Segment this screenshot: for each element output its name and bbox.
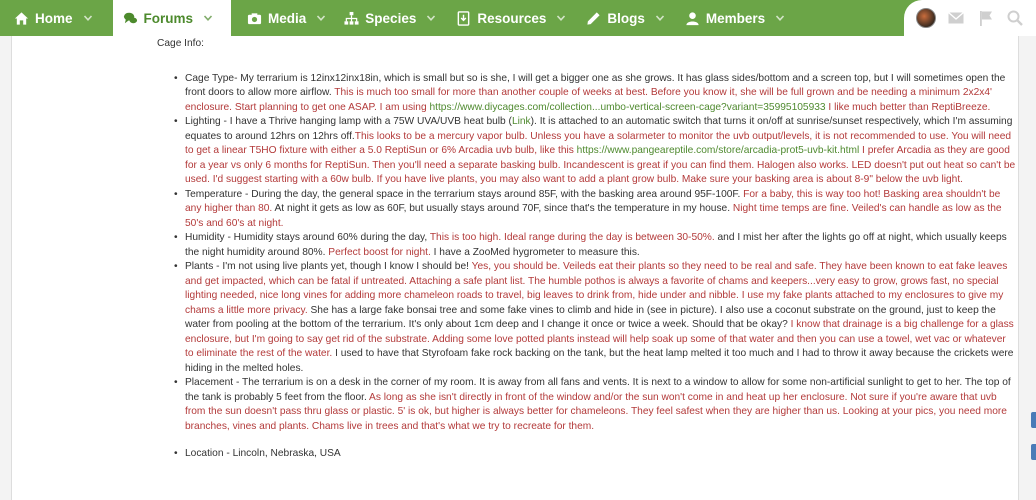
reply-text: This is much too small for more than another couple of weeks at best. Before you know it, she will be full grown and be needing a minimum 2x2x4' enclosure. Start planning to get one ASAP. I am using <box>185 87 992 113</box>
chevron-down-icon[interactable] <box>83 13 93 23</box>
nav-species[interactable] <box>334 0 444 36</box>
post-text: and I mist her after the lights go off at night, which usually keeps the night humidity around 80%. <box>185 232 1007 258</box>
scroll-marker[interactable] <box>1031 444 1036 460</box>
scroll-marker[interactable] <box>1031 412 1036 428</box>
top-navbar <box>0 0 1036 36</box>
reply-text: Yes, you should be. Veileds eat their plants so they need to be real and safe. They have been known to eat fake leaves and get impacted, which can be fatal if untreated. Attaching a safe plant list. The humble pothos is always a favorite of chams and keepers...very easy to grow, grows fast, no special lighting needed, nice long vines for adding more chameleon roads to travel, big leaves to drink from, hide under and nibble. I use my fake plants attached to my enclosures to give my chams a little more privacy. <box>185 261 1008 316</box>
reply-text: Perfect boost for night. <box>328 246 431 258</box>
post-text: Placement - The terrarium is on a desk in the corner of my room. It is away from all fans and vents. It is next to a window to allow for some non-artificial sunlight to get to her. The top of the tank is probably 5 feet from the floor. <box>185 377 1011 403</box>
post-text: At night it gets as low as 60F, but usually stays around 70F, since that's the temperature in my house. <box>272 203 733 214</box>
reply-text: Night time temps are fine. Veiled's can handle as low as the 50's and 60's at night. <box>185 203 1002 229</box>
pencil-icon <box>586 11 601 26</box>
chevron-down-icon[interactable] <box>655 13 665 23</box>
nav-home-label: Home <box>35 10 73 26</box>
nav-media-label: Media <box>268 10 307 26</box>
post-body <box>157 37 1017 462</box>
nav-media[interactable] <box>231 0 334 36</box>
reply-text: I like much better than ReptiBreeze. <box>825 101 991 113</box>
post-text: Humidity - Humidity stays around 60% during the day, <box>185 232 430 243</box>
nav-forums[interactable] <box>113 0 232 36</box>
comments-icon <box>123 11 138 26</box>
post-text: I used to have that Styrofoam fake rock backing on the tank, but the heat lamp melted it too much and I had to throw it away because the crickets were hiding in the melted holes. <box>185 348 1014 374</box>
post-text: I have a ZooMed hygrometer to measure this. <box>430 246 640 258</box>
post-text: Plants - I'm not using live plants yet, though I know I should be! <box>185 261 472 272</box>
post-text: Cage Type- My terrarium is 12inx12inx18in, which is small but so is she, I will get a bigger one as she grows. It has glass sides/bottom and a screen top, but I will sometimes open the front doors to allow more airflow. <box>185 72 1006 98</box>
nav-home[interactable] <box>0 0 101 36</box>
chevron-down-icon[interactable] <box>556 13 566 23</box>
cage-info-list <box>157 72 1017 462</box>
post-text: Temperature - During the day, the general space in the terrarium stays around 85F, with the basking area around 95F-100F. <box>185 188 744 200</box>
left-gutter <box>0 36 12 500</box>
chevron-down-icon[interactable] <box>426 13 436 23</box>
home-icon <box>14 11 29 26</box>
user-tools <box>904 0 1036 36</box>
sitemap-icon <box>344 11 359 26</box>
post-text: Lighting - I have a Thrive hanging lamp with a 75W UVA/UVB heat bulb ( <box>185 116 512 127</box>
post-text: She has a large fake bonsai tree and some fake vines to climb and hide in (see in picture). I also use a coconut substrate on the ground, just to keep the water from pooling at the bottom of the terrarium. It's only about 1cm deep and I change it once or twice a week. Should that be okay? <box>185 304 996 330</box>
nav-forums-label: Forums <box>143 10 194 26</box>
camera-icon <box>247 11 262 26</box>
list-item <box>157 260 1017 376</box>
reply-text: I prefer Arcadia as they are good for a year vs only 6 months for ReptiSun. Then you'll need a separate basking bulb. Incandescent is great if you can find them. Halogen also works. LED doesn't put out heat so can't be used. I'd suggest starting with a 60w bulb. If you have live plants, you may also want to add a plant grow bulb. Make sure your basking area is about 8-9" below the uvb light. <box>185 145 1016 185</box>
chevron-down-icon[interactable] <box>316 13 326 23</box>
list-item <box>157 376 1017 434</box>
chevron-down-icon[interactable] <box>203 13 213 23</box>
section-title: Cage Info: <box>157 38 205 49</box>
reply-text: This looks to be a mercury vapor bulb. Unless you have a solarmeter to monitor the uvb output/levels, it is not recommended to use. You will need to get a linear T5HO fixture with either a 5.0 ReptiSun or 6% Arcadia uvb bulb, like this <box>185 130 1012 156</box>
list-item <box>157 115 1017 188</box>
flag-icon[interactable] <box>977 9 995 27</box>
list-item <box>157 72 1017 116</box>
list-item <box>157 231 1017 260</box>
nav-resources-label: Resources <box>477 10 547 26</box>
reply-text: I know that drainage is a big challenge for a glass enclosure, but I'm going to say get rid of the substrate. Adding some love potted plants instead will help soak up some of that water and then you can use a towel, wet vac or whatever to eliminate the rest of the water. <box>185 319 1014 359</box>
nav-blogs[interactable] <box>574 0 673 36</box>
post-text: ). It is attached to an automatic switch that turns it on/off at sunrise/sunset respectively, which I'm assuming equates to around 12hrs on 12hrs off. <box>185 116 1013 142</box>
nav-members[interactable] <box>673 0 793 36</box>
chevron-down-icon[interactable] <box>775 13 785 23</box>
link[interactable]: https://www.pangeareptile.com/store/arcadia-prot5-uvb-kit.html <box>576 145 860 156</box>
reply-text: This is too high. Ideal range during the day is between 30-50%. <box>429 232 715 243</box>
list-item <box>157 188 1017 232</box>
reply-text: For a baby, this is way too hot! Basking area shouldn't be any higher than 80. <box>185 188 1001 214</box>
mail-icon[interactable] <box>947 9 965 27</box>
download-icon <box>456 11 471 26</box>
link[interactable]: https://www.diycages.com/collection...umbo-vertical-screen-cage?variant=35995105933 <box>429 101 826 113</box>
nav-blogs-label: Blogs <box>607 10 645 26</box>
avatar[interactable] <box>916 8 936 28</box>
link[interactable]: Link <box>511 116 531 127</box>
right-scrollbar-track[interactable] <box>1018 36 1036 500</box>
location-item: • Location - Lincoln, Nebraska, USA <box>157 447 1017 462</box>
search-icon[interactable] <box>1006 9 1024 27</box>
nav-resources[interactable] <box>444 0 574 36</box>
nav-species-label: Species <box>365 10 417 26</box>
nav-members-label: Members <box>705 10 766 26</box>
user-icon <box>685 11 700 26</box>
reply-text: As long as she isn't directly in front of the window and/or the sun won't come in and heat up her enclosure. Not sure if you're aware that uvb from the sun doesn't pass thru glass or plastic. 5' is ok, but higher is always better for chameleons. They feel safest when they are higher than us. Looking at your pics, you need more branches, vines and plants. Chams live in trees and that's what we try to recreate for them. <box>185 391 1007 432</box>
